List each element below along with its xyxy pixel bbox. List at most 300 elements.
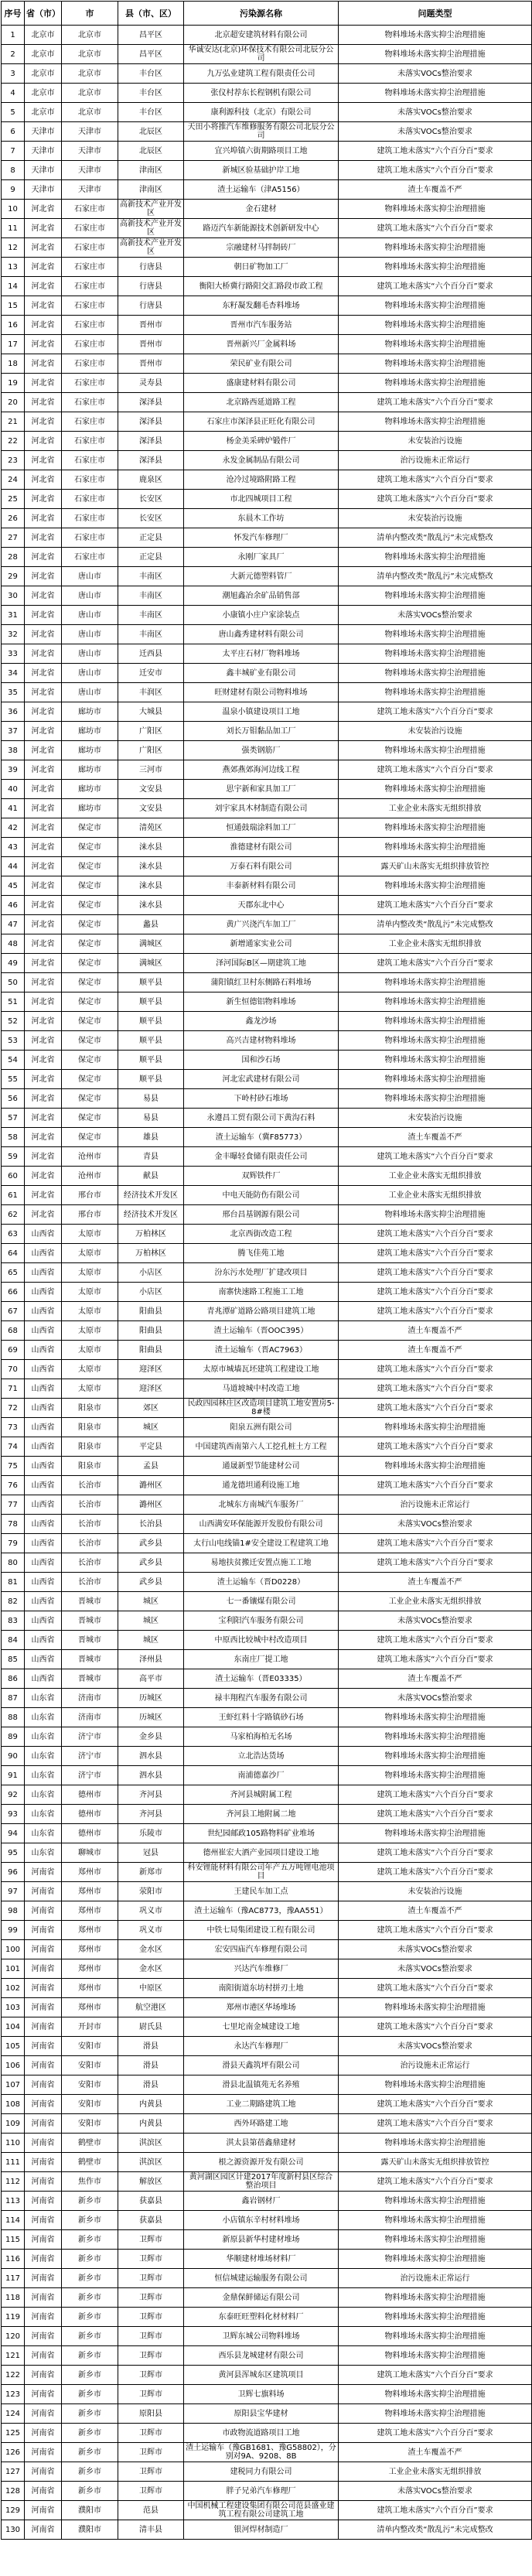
table-row: [2, 64, 532, 84]
cell-county: 卫辉市: [118, 2366, 184, 2385]
cell-source-name: 渣土运输车（晋E03335）: [184, 1669, 339, 1689]
cell-issue-type: 物料堆场未落实抑尘治理措施: [339, 586, 532, 606]
table-row: [2, 26, 532, 45]
cell-issue-type: 建筑工地未落实“六个百分百”要求: [339, 1147, 532, 1167]
cell-county: 高新技术产业开发区: [118, 238, 184, 258]
cell-city: 天津市: [62, 161, 118, 180]
cell-province: 山西省: [25, 1283, 62, 1302]
cell-issue-type: 物料堆场未落实抑尘治理措施: [339, 354, 532, 374]
cell-city: 太原市: [62, 1360, 118, 1379]
table-row: [2, 1805, 532, 1824]
cell-issue-type: 工业企业未落实无组织排放: [339, 1592, 532, 1611]
cell-city: 石家庄市: [62, 393, 118, 412]
cell-city: 阳泉市: [62, 1399, 118, 1418]
cell-city: 石家庄市: [62, 490, 118, 509]
cell-index: 93: [2, 1805, 25, 1824]
cell-city: 石家庄市: [62, 509, 118, 528]
cell-county: 经济技术开发区: [118, 1205, 184, 1225]
cell-source-name: 科安锂能材料有限公司年产五万吨锂电池项目: [184, 1863, 339, 1882]
table-row: [2, 857, 532, 876]
cell-province: 河北省: [25, 451, 62, 470]
table-row: [2, 1457, 532, 1476]
cell-source-name: 渣土运输车（晋D0228）: [184, 1573, 339, 1592]
cell-index: 4: [2, 84, 25, 103]
cell-index: 61: [2, 1186, 25, 1205]
cell-source-name: 卫辉七旗料场: [184, 2385, 339, 2404]
cell-province: 河北省: [25, 335, 62, 354]
cell-issue-type: 工业企业未落实无组织排放: [339, 1186, 532, 1205]
cell-city: 廊坊市: [62, 722, 118, 741]
cell-city: 保定市: [62, 973, 118, 992]
cell-county: 顺平县: [118, 992, 184, 1012]
cell-index: 46: [2, 896, 25, 915]
table-row: [2, 2192, 532, 2211]
cell-city: 德州市: [62, 1785, 118, 1805]
table-row: [2, 1012, 532, 1031]
cell-issue-type: 建筑工地未落实“六个百分百”要求: [339, 1399, 532, 1418]
cell-index: 81: [2, 1573, 25, 1592]
cell-province: 河北省: [25, 1012, 62, 1031]
cell-index: 71: [2, 1379, 25, 1399]
cell-city: 保定市: [62, 1051, 118, 1070]
cell-province: 河北省: [25, 412, 62, 432]
cell-source-name: 黄河湖区园区计建2017年度新村县区综合整治项目: [184, 2172, 339, 2192]
cell-province: 河北省: [25, 490, 62, 509]
cell-city: 天津市: [62, 122, 118, 142]
cell-county: 广阳区: [118, 741, 184, 760]
cell-province: 河北省: [25, 722, 62, 741]
cell-issue-type: 建筑工地未落实“六个百分百”要求: [339, 896, 532, 915]
cell-city: 唐山市: [62, 625, 118, 644]
cell-source-name: 衡阳大桥冀行路阳交汇路段市政工程: [184, 277, 339, 296]
cell-province: 河北省: [25, 644, 62, 664]
cell-county: 迁安市: [118, 664, 184, 683]
cell-province: 北京市: [25, 45, 62, 64]
cell-issue-type: 未落实VOCs整治要求: [339, 64, 532, 84]
cell-city: 石家庄市: [62, 238, 118, 258]
cell-city: 太原市: [62, 1244, 118, 1263]
table-row: [2, 1863, 532, 1882]
cell-index: 91: [2, 1766, 25, 1785]
cell-index: 99: [2, 1921, 25, 1940]
cell-county: 北辰区: [118, 142, 184, 161]
cell-county: 广阳区: [118, 722, 184, 741]
cell-index: 17: [2, 335, 25, 354]
cell-source-name: 立北浩达货场: [184, 1747, 339, 1766]
cell-source-name: 根之源资源开发有限公司: [184, 2153, 339, 2172]
cell-issue-type: 建筑工地未落实“六个百分百”要求: [339, 1244, 532, 1263]
cell-province: 河南省: [25, 2501, 62, 2520]
cell-city: 焦作市: [62, 2172, 118, 2192]
cell-province: 河北省: [25, 354, 62, 374]
cell-city: 济宁市: [62, 1727, 118, 1747]
cell-source-name: 金石建材: [184, 200, 339, 219]
cell-source-name: 西外环路建工地: [184, 2114, 339, 2134]
cell-city: 晋城市: [62, 1650, 118, 1669]
cell-province: 河北省: [25, 296, 62, 316]
cell-county: 获嘉县: [118, 2192, 184, 2211]
cell-index: 63: [2, 1225, 25, 1244]
table-row: [2, 664, 532, 683]
cell-source-name: 汾东污水处理厂扩建改项目: [184, 1263, 339, 1283]
cell-province: 河南省: [25, 2385, 62, 2404]
table-row: [2, 2114, 532, 2134]
cell-issue-type: 建筑工地未落实“六个百分百”要求: [339, 1302, 532, 1321]
cell-province: 天津市: [25, 180, 62, 200]
cell-city: 太原市: [62, 1341, 118, 1360]
cell-issue-type: 建筑工地未落实“六个百分百”要求: [339, 161, 532, 180]
cell-issue-type: 物料堆场未落实抑尘治理措施: [339, 258, 532, 277]
header-city: 市: [62, 2, 118, 26]
cell-source-name: 易地扶贫搬迁安置点施工工地: [184, 1553, 339, 1573]
cell-issue-type: 物料堆场未落实抑尘治理措施: [339, 876, 532, 896]
table-row: [2, 2346, 532, 2366]
cell-issue-type: 物料堆场未落实抑尘治理措施: [339, 2211, 532, 2230]
cell-issue-type: 建筑工地未落实“六个百分百”要求: [339, 1650, 532, 1669]
cell-source-name: 淮德建材有限公司: [184, 838, 339, 857]
cell-province: 河南省: [25, 2017, 62, 2037]
cell-county: 金水区: [118, 1940, 184, 1959]
cell-county: 荥阳市: [118, 1882, 184, 1901]
cell-city: 郑州市: [62, 1959, 118, 1979]
cell-source-name: 张仪村荐东长程钢机有限公司: [184, 84, 339, 103]
table-row: [2, 2211, 532, 2230]
cell-index: 70: [2, 1360, 25, 1379]
cell-issue-type: 物料堆场未落实抑尘治理措施: [339, 335, 532, 354]
cell-issue-type: 物料堆场未落实抑尘治理措施: [339, 84, 532, 103]
cell-province: 山东省: [25, 1805, 62, 1824]
cell-city: 廊坊市: [62, 799, 118, 818]
cell-source-name: 东籽凝发翻毛杏料堆场: [184, 296, 339, 316]
cell-city: 廊坊市: [62, 760, 118, 780]
cell-county: 乐陵市: [118, 1824, 184, 1843]
cell-county: 鹿泉区: [118, 470, 184, 490]
cell-county: 孟县: [118, 1457, 184, 1476]
cell-county: 内黄县: [118, 2095, 184, 2114]
cell-index: 101: [2, 1959, 25, 1979]
cell-county: 顺平县: [118, 973, 184, 992]
cell-issue-type: 物料堆场未落实抑尘治理措施: [339, 992, 532, 1012]
table-row: [2, 1263, 532, 1283]
cell-county: 潞州区: [118, 1476, 184, 1495]
cell-province: 河北省: [25, 1128, 62, 1147]
cell-county: 航空港区: [118, 1998, 184, 2017]
cell-issue-type: 物料堆场未落实抑尘治理措施: [339, 1089, 532, 1109]
cell-province: 河南省: [25, 2114, 62, 2134]
cell-city: 新乡市: [62, 2192, 118, 2211]
cell-issue-type: 物料堆场未落实抑尘治理措施: [339, 973, 532, 992]
cell-index: 66: [2, 1283, 25, 1302]
cell-county: 昌平区: [118, 26, 184, 45]
cell-index: 76: [2, 1476, 25, 1495]
cell-city: 北京市: [62, 64, 118, 84]
cell-county: 万柏林区: [118, 1225, 184, 1244]
cell-issue-type: 物料堆场未落实抑尘治理措施: [339, 1824, 532, 1843]
cell-source-name: 银河焊材制造厂: [184, 2520, 339, 2540]
cell-index: 67: [2, 1302, 25, 1321]
cell-city: 开封市: [62, 2017, 118, 2037]
cell-source-name: 腾飞佳苑工地: [184, 1244, 339, 1263]
table-row: [2, 258, 532, 277]
cell-county: 清丰县: [118, 2520, 184, 2540]
cell-province: 河南省: [25, 2056, 62, 2075]
cell-city: 新乡市: [62, 2269, 118, 2288]
cell-county: 高平市: [118, 1669, 184, 1689]
cell-province: 河北省: [25, 238, 62, 258]
cell-province: 河北省: [25, 548, 62, 567]
table-row: [2, 2230, 532, 2250]
cell-county: 卫辉市: [118, 2288, 184, 2308]
table-row: [2, 1051, 532, 1070]
table-row: [2, 1747, 532, 1766]
cell-province: 河南省: [25, 1901, 62, 1921]
cell-county: 涞水县: [118, 876, 184, 896]
cell-source-name: 黄河县浑城东区建筑项目: [184, 2366, 339, 2385]
cell-issue-type: 未落实VOCs整治要求: [339, 606, 532, 625]
cell-issue-type: 物料堆场未落实抑尘治理措施: [339, 1727, 532, 1747]
table-row: [2, 1495, 532, 1515]
cell-index: 15: [2, 296, 25, 316]
table-row: [2, 1611, 532, 1631]
cell-index: 96: [2, 1863, 25, 1882]
cell-province: 河北省: [25, 1089, 62, 1109]
cell-index: 123: [2, 2385, 25, 2404]
cell-index: 51: [2, 992, 25, 1012]
cell-source-name: 潮旭鑫冶余矿品销售部: [184, 586, 339, 606]
cell-issue-type: 物料堆场未落实抑尘治理措施: [339, 2346, 532, 2366]
cell-index: 82: [2, 1592, 25, 1611]
cell-index: 90: [2, 1747, 25, 1766]
cell-city: 晋城市: [62, 1669, 118, 1689]
cell-city: 新乡市: [62, 2404, 118, 2424]
header-index: 序号: [2, 2, 25, 26]
cell-source-name: 胖子兄弟汽车修理厂: [184, 2482, 339, 2501]
cell-source-name: 宜兴埠镇六街期路项目工地: [184, 142, 339, 161]
cell-index: 25: [2, 490, 25, 509]
cell-source-name: 中铁七局集团建设工程有限公司: [184, 1921, 339, 1940]
cell-issue-type: 渣土车覆盖不严: [339, 180, 532, 200]
cell-county: 泗水县: [118, 1747, 184, 1766]
cell-province: 山西省: [25, 1495, 62, 1515]
cell-issue-type: 物料堆场未落实抑尘治理措施: [339, 2404, 532, 2424]
table-row: [2, 1341, 532, 1360]
cell-county: 丰台区: [118, 64, 184, 84]
cell-source-name: 太原市城墙瓦坯建筑工程建设工地: [184, 1360, 339, 1379]
cell-index: 86: [2, 1669, 25, 1689]
cell-source-name: 世纪园邮政105路物料矿业堆场: [184, 1824, 339, 1843]
table-body: [2, 26, 532, 2540]
cell-city: 太原市: [62, 1302, 118, 1321]
table-row: [2, 702, 532, 722]
cell-province: 河北省: [25, 393, 62, 412]
table-row: [2, 296, 532, 316]
table-row: [2, 219, 532, 238]
cell-issue-type: 渣土车覆盖不严: [339, 1128, 532, 1147]
cell-province: 河北省: [25, 1147, 62, 1167]
cell-source-name: 山西满安环保能源开发股份有限公司: [184, 1515, 339, 1534]
cell-index: 60: [2, 1167, 25, 1186]
cell-issue-type: 物料堆场未落实抑尘治理措施: [339, 1747, 532, 1766]
table-row: [2, 509, 532, 528]
cell-city: 郑州市: [62, 1979, 118, 1998]
cell-city: 晋城市: [62, 1592, 118, 1611]
cell-city: 阳泉市: [62, 1457, 118, 1476]
cell-county: 昌平区: [118, 45, 184, 64]
cell-source-name: 河北宏武建材有限公司: [184, 1070, 339, 1089]
cell-index: 47: [2, 915, 25, 934]
cell-issue-type: 治污设施未正常运行: [339, 2269, 532, 2288]
cell-county: 雄县: [118, 1128, 184, 1147]
cell-source-name: 新城区验基础护岸工地: [184, 161, 339, 180]
cell-county: 齐河县: [118, 1805, 184, 1824]
cell-index: 50: [2, 973, 25, 992]
cell-index: 117: [2, 2269, 25, 2288]
cell-index: 84: [2, 1631, 25, 1650]
cell-county: 深泽县: [118, 432, 184, 451]
cell-city: 太原市: [62, 1225, 118, 1244]
cell-index: 8: [2, 161, 25, 180]
cell-issue-type: 未落实VOCs整治要求: [339, 1959, 532, 1979]
cell-county: 武乡县: [118, 1573, 184, 1592]
cell-city: 邢台市: [62, 1186, 118, 1205]
cell-city: 太原市: [62, 1283, 118, 1302]
cell-index: 33: [2, 644, 25, 664]
cell-city: 新乡市: [62, 2482, 118, 2501]
cell-index: 127: [2, 2462, 25, 2482]
cell-source-name: 高兴吉建材物料堆场: [184, 1031, 339, 1051]
cell-issue-type: 治污设施未正常运行: [339, 451, 532, 470]
table-row: [2, 973, 532, 992]
cell-county: 晋州市: [118, 335, 184, 354]
cell-source-name: 盛康建材料有限公司: [184, 374, 339, 393]
cell-source-name: 太行山电线锚1#安全建设工程建筑工地: [184, 1534, 339, 1553]
cell-city: 新乡市: [62, 2230, 118, 2250]
cell-source-name: 东泰旺旺塑料化材材料厂: [184, 2308, 339, 2327]
cell-issue-type: 物料堆场未落实抑尘治理措施: [339, 2385, 532, 2404]
table-row: [2, 1843, 532, 1863]
cell-province: 河南省: [25, 1998, 62, 2017]
cell-county: 巩义市: [118, 1901, 184, 1921]
cell-province: 北京市: [25, 103, 62, 122]
cell-source-name: 怀发汽车修理厂: [184, 528, 339, 548]
cell-city: 石家庄市: [62, 470, 118, 490]
table-row: [2, 2385, 532, 2404]
cell-county: 范县: [118, 2501, 184, 2520]
cell-index: 73: [2, 1418, 25, 1437]
table-row: [2, 1031, 532, 1051]
cell-issue-type: 清单内整改类“散乱污”未完成整改: [339, 528, 532, 548]
cell-city: 长治市: [62, 1573, 118, 1592]
cell-issue-type: 物料堆场未落实抑尘治理措施: [339, 780, 532, 799]
cell-city: 廊坊市: [62, 741, 118, 760]
cell-index: 11: [2, 219, 25, 238]
cell-province: 河北省: [25, 760, 62, 780]
cell-county: 阳曲县: [118, 1321, 184, 1341]
cell-province: 山西省: [25, 1263, 62, 1283]
cell-province: 山东省: [25, 1747, 62, 1766]
cell-issue-type: 物料堆场未落实抑尘治理措施: [339, 1418, 532, 1437]
cell-county: 深泽县: [118, 393, 184, 412]
header-province: 省（市）: [25, 2, 62, 26]
table-row: [2, 915, 532, 934]
cell-source-name: 阳泉五洲有限公司: [184, 1418, 339, 1437]
cell-issue-type: 未安装治污设施: [339, 432, 532, 451]
cell-issue-type: 物料堆场未落实抑尘治理措施: [339, 1205, 532, 1225]
cell-index: 12: [2, 238, 25, 258]
cell-index: 53: [2, 1031, 25, 1051]
cell-county: 小店区: [118, 1263, 184, 1283]
cell-city: 石家庄市: [62, 451, 118, 470]
cell-province: 河北省: [25, 741, 62, 760]
cell-index: 74: [2, 1437, 25, 1457]
cell-issue-type: 物料堆场未落实抑尘治理措施: [339, 664, 532, 683]
table-row: [2, 180, 532, 200]
cell-county: 满城区: [118, 934, 184, 954]
table-row: [2, 1573, 532, 1592]
cell-city: 濮阳市: [62, 2501, 118, 2520]
cell-city: 濮阳市: [62, 2520, 118, 2540]
cell-index: 10: [2, 200, 25, 219]
cell-issue-type: 建筑工地未落实“六个百分百”要求: [339, 1534, 532, 1553]
cell-province: 山西省: [25, 1476, 62, 1495]
cell-county: 丰南区: [118, 567, 184, 586]
cell-source-name: 南阳街道东坊村拼刃土地: [184, 1979, 339, 1998]
table-row: [2, 1901, 532, 1921]
cell-source-name: 中电天能防伤有限公司: [184, 1186, 339, 1205]
cell-city: 石家庄市: [62, 200, 118, 219]
cell-city: 长治市: [62, 1476, 118, 1495]
cell-city: 保定市: [62, 1128, 118, 1147]
cell-province: 河南省: [25, 2172, 62, 2192]
table-row: [2, 1321, 532, 1341]
cell-county: 城区: [118, 1418, 184, 1437]
cell-county: 卫辉市: [118, 2482, 184, 2501]
cell-province: 河南省: [25, 2211, 62, 2230]
table-row: [2, 625, 532, 644]
cell-index: 57: [2, 1109, 25, 1128]
cell-province: 河北省: [25, 509, 62, 528]
cell-issue-type: 未安装治污设施: [339, 1882, 532, 1901]
table-row: [2, 1186, 532, 1205]
cell-province: 河北省: [25, 799, 62, 818]
cell-issue-type: 建筑工地未落实“六个百分百”要求: [339, 1476, 532, 1495]
cell-province: 河北省: [25, 838, 62, 857]
cell-index: 54: [2, 1051, 25, 1070]
cell-issue-type: 建筑工地未落实“六个百分百”要求: [339, 1921, 532, 1940]
cell-source-name: 南浦德嘉沙厂: [184, 1766, 339, 1785]
cell-issue-type: 渣土车覆盖不严: [339, 1341, 532, 1360]
cell-source-name: 渣土运输车（晋AC7963）: [184, 1341, 339, 1360]
cell-index: 23: [2, 451, 25, 470]
table-row: [2, 1631, 532, 1650]
cell-city: 新乡市: [62, 2366, 118, 2385]
cell-city: 安阳市: [62, 2037, 118, 2056]
cell-province: 河南省: [25, 1940, 62, 1959]
cell-issue-type: 未落实VOCs整治要求: [339, 2482, 532, 2501]
cell-province: 河南省: [25, 2037, 62, 2056]
cell-index: 34: [2, 664, 25, 683]
cell-province: 山西省: [25, 1457, 62, 1476]
table-row: [2, 1089, 532, 1109]
cell-province: 山西省: [25, 1573, 62, 1592]
cell-city: 石家庄市: [62, 432, 118, 451]
cell-county: 长安区: [118, 509, 184, 528]
cell-issue-type: 未落实VOCs整治要求: [339, 1940, 532, 1959]
table-row: [2, 412, 532, 432]
cell-issue-type: 建筑工地未落实“六个百分百”要求: [339, 142, 532, 161]
cell-index: 37: [2, 722, 25, 741]
cell-index: 125: [2, 2424, 25, 2443]
